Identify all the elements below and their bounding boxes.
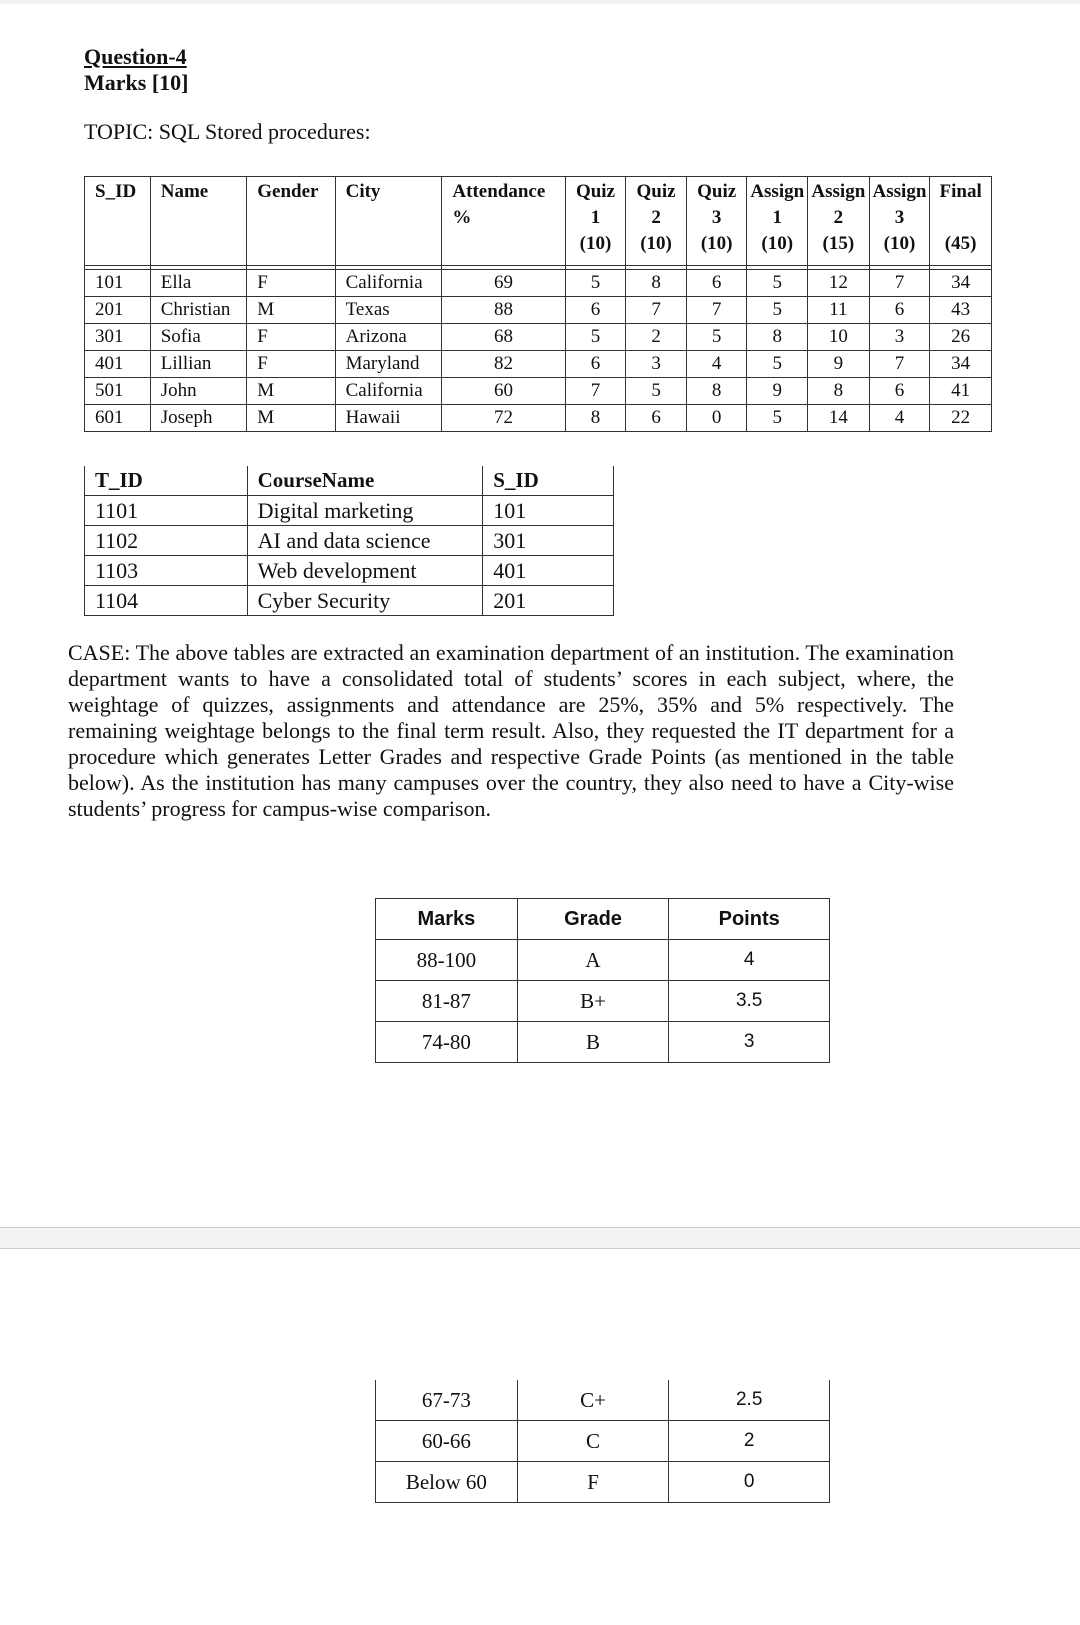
header-course-s-id: S_ID xyxy=(483,466,614,496)
table-row: 101 Ella F California 69 5 8 6 5 12 7 34 xyxy=(85,270,992,297)
table-row: 81-87 B+ 3.5 xyxy=(376,981,830,1022)
course-table-header xyxy=(85,466,614,496)
case-description: CASE: The above tables are extracted an examination department of an institution. The examination department wants to have a consolidated total of students’ scores in each subject, where, the weightage of quizzes, assignments and attendance are 25%, 35% and 5% respectively. The remaining weightage belongs to the final term result. Also, they requested the IT department for a procedure which generates Letter Grades and respective Grade Points (as mentioned in the table below). As the institution has many campuses over the country, they also need to have a City-wise students’ progress for campus-wise comparison. xyxy=(68,640,954,821)
header-assign-3: Assign 3 (10) xyxy=(869,177,930,266)
table-row: 301 Sofia F Arizona 68 5 2 5 8 10 3 26 xyxy=(85,324,992,351)
header-grade: Grade xyxy=(517,899,669,940)
header-gender: Gender xyxy=(247,177,335,266)
table-row: 401 Lillian F Maryland 82 6 3 4 5 9 7 34 xyxy=(85,351,992,378)
header-assign-1: Assign 1 (10) xyxy=(747,177,808,266)
grade-table xyxy=(375,898,830,1063)
topic-line: TOPIC: SQL Stored procedures: xyxy=(84,119,371,144)
table-row: 1102 AI and data science 301 xyxy=(85,526,614,556)
header-quiz-3: Quiz 3 (10) xyxy=(686,177,747,266)
table-row: 1103 Web development 401 xyxy=(85,556,614,586)
student-scores-table xyxy=(84,176,992,432)
table-row: Below 60 F 0 xyxy=(376,1462,830,1503)
header-marks: Marks xyxy=(376,899,518,940)
top-border xyxy=(0,0,1080,4)
header-name: Name xyxy=(150,177,247,266)
table-row: 60-66 C 2 xyxy=(376,1421,830,1462)
student-table-header xyxy=(85,177,992,266)
table-row: 74-80 B 3 xyxy=(376,1022,830,1063)
header-s-id: S_ID xyxy=(85,177,151,266)
table-row: 88-100 A 4 xyxy=(376,940,830,981)
table-row: 501 John M California 60 7 5 8 9 8 6 41 xyxy=(85,378,992,405)
header-t-id: T_ID xyxy=(85,466,248,496)
question-marks: Marks [10] xyxy=(84,70,189,95)
grade-table-header xyxy=(376,899,830,940)
table-row: 1101 Digital marketing 101 xyxy=(85,496,614,526)
table-row: 201 Christian M Texas 88 6 7 7 5 11 6 43 xyxy=(85,297,992,324)
page-break xyxy=(0,1227,1080,1249)
header-city: City xyxy=(335,177,442,266)
table-row: 1104 Cyber Security 201 xyxy=(85,586,614,616)
header-quiz-1: Quiz 1 (10) xyxy=(565,177,626,266)
table-row: 601 Joseph M Hawaii 72 8 6 0 5 14 4 22 xyxy=(85,405,992,432)
table-row: 67-73 C+ 2.5 xyxy=(376,1380,830,1421)
header-attendance: Attendance % xyxy=(442,177,565,266)
header-points: Points xyxy=(669,899,830,940)
header-quiz-2: Quiz 2 (10) xyxy=(626,177,687,266)
header-course-name: CourseName xyxy=(247,466,483,496)
course-table xyxy=(84,466,614,616)
header-assign-2: Assign 2 (15) xyxy=(808,177,870,266)
grade-table-continued xyxy=(375,1380,830,1503)
question-title: Question-4 xyxy=(84,44,187,69)
header-final: Final (45) xyxy=(930,177,992,266)
